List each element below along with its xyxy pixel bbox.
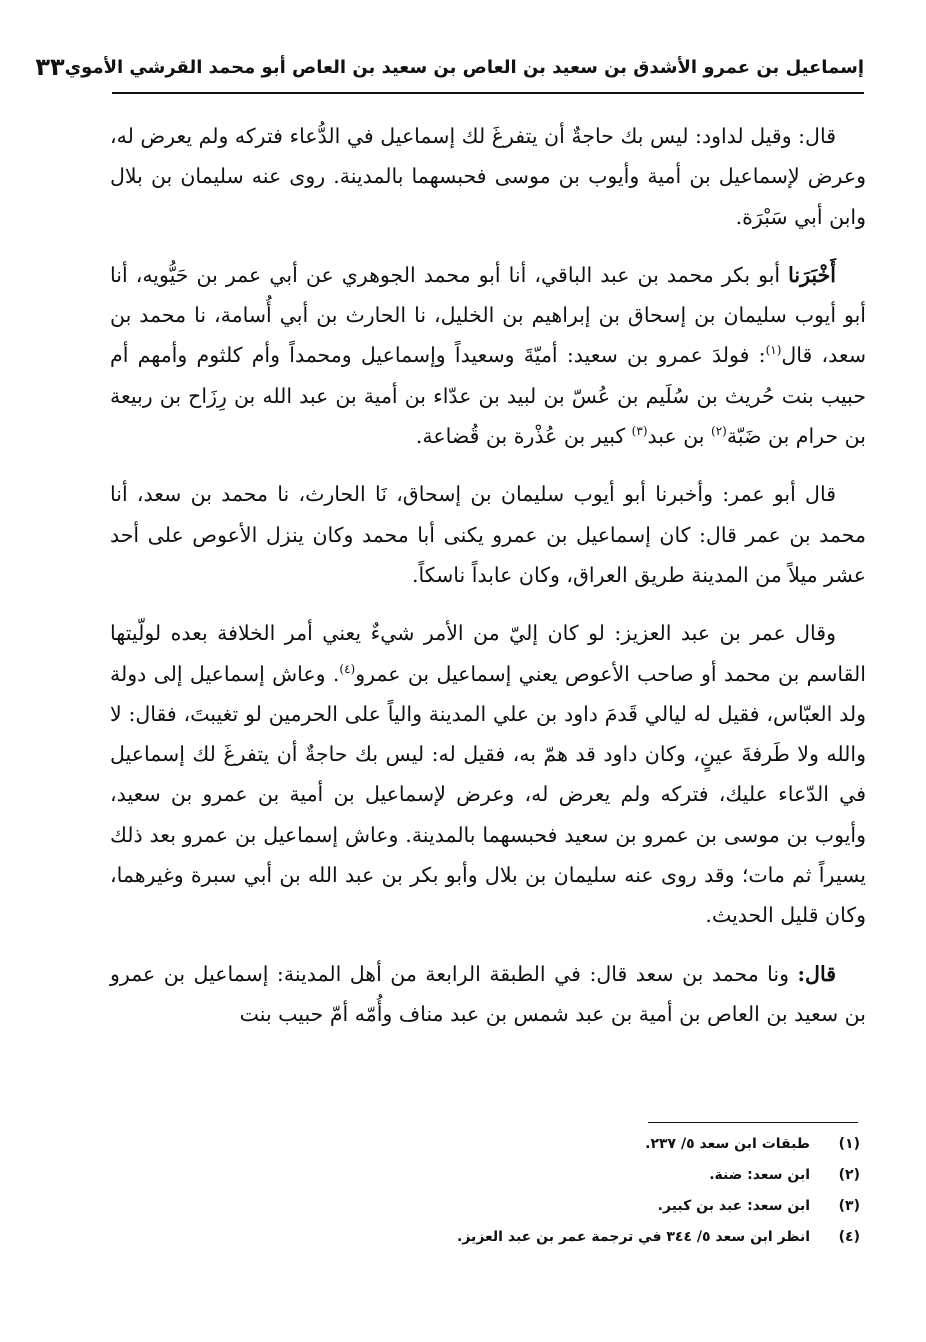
paragraph (110, 255, 866, 456)
paragraph-text: وقال عمر بن عبد العزيز: لو كان إليّ من الأمر شيءٌ يعني أمر الخلافة بعده لولّيتها القاسم بن محمد أو صاحب الأعوص يعني إسماعيل بن عمرو (110, 621, 866, 686)
footnote (300, 1198, 860, 1229)
footnote-text: ابن سعد: ضنة. (709, 1167, 810, 1183)
footnote-reference: (٤) (339, 661, 356, 676)
footnote (300, 1167, 860, 1198)
running-header (35, 42, 864, 94)
paragraph-text: قال أبو عمر: وأخبرنا أبو أيوب سليمان بن إسحاق، نَا الحارث، نا محمد بن سعد، أنا محمد بن عمر قال: كان إسماعيل بن عمرو يكنى أبا محمد وكان ينزل الأعوص على أحد عشر ميلاً من المدينة طريق العراق، وكان عابداً ناسكاً. (110, 482, 866, 587)
footnote-reference: (١) (765, 343, 782, 358)
footnotes (300, 1136, 860, 1260)
footnote-number: (١) (838, 1136, 860, 1152)
paragraph (110, 474, 866, 595)
paragraph-text: أبو بكر محمد بن عبد الباقي، أنا أبو محمد الجوهري عن أبي عمر بن حَيُّويه، أنا أبو أيوب سليمان بن إسحاق بن إبراهيم بن الخليل، نا الحارث بن أبي أُسامة، نا محمد بن سعد، قال (110, 262, 866, 368)
paragraph-text: كبير بن عُذْرة بن قُضاعة. (415, 424, 632, 449)
paragraph-text: . وعاش إسماعيل إلى دولة ولد العبّاس، فقيل له ليالي قَدمَ داود بن علي المدينة والياً على الحرمين لو تغيبتَ، فقال: لا والله ولا طَرفةَ عينٍ، وكان داود قد همّ به، فقيل له: ليس بك حاجةٌ أن يتفرغَ لك إسماعيل في الدّعاء عليك، فتركه ولم يعرض له، وعرض لإسماعيل بن أمية بن عمرو بن سعيد، وأيوب بن موسى بن عمرو بن سعيد فحبسهما بالمدينة. وعاش إسماعيل بن عمرو بعد ذلك يسيراً ثم مات؛ وقد روى عنه سليمان بن بلال وأبو بكر بن عبد الله بن أبي سبرة وغيرهما، وكان قليل الحديث. (110, 661, 866, 928)
footnote-text: طبقات ابن سعد ٥/ ٢٣٧. (645, 1136, 810, 1152)
paragraph-text: قال: وقيل لداود: ليس بك حاجةٌ أن يتفرغَ لك إسماعيل في الدُّعاء فتركه ولم يعرض له، وعرض لإسماعيل بن أمية وأيوب بن موسى فحبسهما بالمدينة. روى عنه سليمان بن بلال وابن أبي سَبْرَة. (110, 124, 866, 229)
paragraph (110, 954, 866, 1035)
paragraph-text: ونا محمد بن سعد قال: في الطبقة الرابعة من أهل المدينة: إسماعيل بن عمرو بن سعيد بن العاص بن أمية بن عبد شمس بن عبد مناف وأُمّه أمّ حبيب بنت (110, 961, 866, 1026)
footnote-separator (648, 1122, 858, 1123)
footnote (300, 1136, 860, 1167)
paragraph-text: : فولدَ عمرو بن سعيد: أميّةَ وسعيداً وإسماعيل ومحمداً وأم كلثوم وأمهم أم حبيب بنت حُريث بن سُلَيم بن عُسّ بن لبيد بن عدّاء بن أمية بن عبد الله بن رِزَاح بن ربيعة بن حرام بن ضَبّة (110, 343, 866, 449)
footnote-number: (٢) (838, 1167, 860, 1183)
main-text (110, 116, 866, 1052)
page-number: ٣٣ (35, 53, 65, 81)
paragraph (110, 116, 866, 237)
footnote-text: انظر ابن سعد ٥/ ٣٤٤ في ترجمة عمر بن عبد العزيز. (457, 1229, 810, 1245)
paragraph-lead-word: قال: (797, 961, 836, 986)
footnote-reference: (٣) (631, 424, 648, 439)
footnote-number: (٤) (838, 1229, 860, 1245)
footnote-number: (٣) (838, 1198, 860, 1214)
footnote (300, 1229, 860, 1260)
paragraph (110, 613, 866, 935)
footnote-reference: (٢) (711, 424, 727, 439)
paragraph-text: بن عبد (647, 424, 712, 449)
header-title: إسماعيل بن عمرو الأشدق بن سعيد بن العاص بن سعيد بن العاص أبو محمد القرشي الأموي (64, 56, 864, 78)
footnote-text: ابن سعد: عبد بن كبير. (657, 1198, 810, 1214)
paragraph-lead-word: أَخْبَرَنا (788, 262, 836, 287)
